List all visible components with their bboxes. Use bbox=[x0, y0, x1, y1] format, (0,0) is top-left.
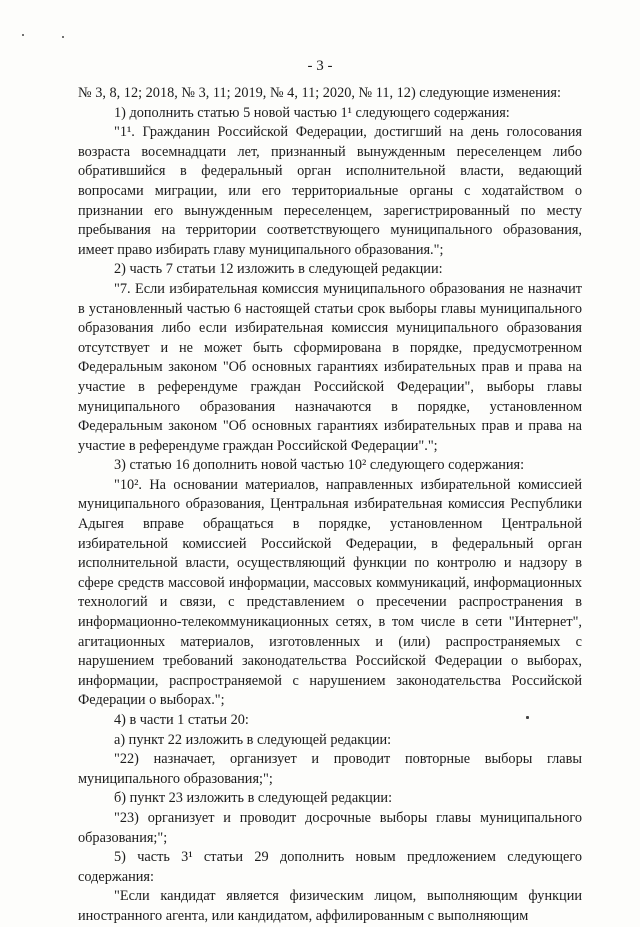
scan-speck bbox=[22, 34, 24, 36]
paragraph: 4) в части 1 статьи 20: bbox=[114, 712, 249, 728]
paragraph: "23) организует и проводит досрочные выборы главы муниципального образования;"; bbox=[78, 809, 582, 846]
paragraph: 2) часть 7 статьи 12 изложить в следующей редакции: bbox=[114, 261, 443, 278]
scan-speck bbox=[62, 36, 64, 38]
page-number: - 3 - bbox=[307, 58, 333, 74]
paragraph: 1) дополнить статью 5 новой частью 1¹ следующего содержания: bbox=[114, 104, 510, 121]
paragraph: "1¹. Гражданин Российской Федерации, достигший на день голосования возраста восемнадцати лет, признанный вынужденным переселенцем либо обратившийся в федеральный орган исполнительной власти, ведающий вопросами миграции, или его территориальные органы с ходатайством о признании его вынужденным переселенцем, зарегистрированный по месту пребывания на территории соответствующего муниципального образования, имеет право избирать главу муниципального образования."; bbox=[78, 124, 582, 258]
paragraph: 5) часть 3¹ статьи 29 дополнить новым предложением следующего содержания: bbox=[78, 849, 582, 885]
paragraph: № 3, 8, 12; 2018, № 3, 11; 2019, № 4, 11; 2020, № 11, 12) следующие изменения: bbox=[78, 85, 561, 101]
paragraph: б) пункт 23 изложить в следующей редакции: bbox=[114, 790, 393, 807]
paragraph: 3) статью 16 дополнить новой частью 10² следующего содержания: bbox=[114, 457, 525, 474]
paragraph: "22) назначает, организует и проводит повторные выборы главы муниципального образования;"; bbox=[78, 751, 582, 787]
paragraph: "Если кандидат является физическим лицом, выполняющим функции иностранного агента, или кандидатом, аффилированным с выполняющим bbox=[78, 888, 582, 924]
paragraph: "10². На основании материалов, направленных избирательной комиссией муниципального образования, Центральная избирательная комиссия Республики Адыгея вправе обращаться в порядке, установленном Центральной избирательной комиссией Российской Федерации, в федеральный орган исполнительной власти, осуществляющий функции по контролю и надзору в сфере средств массовой информации, массовых коммуникаций, информационных технологий и связи, с представлением о пресечении распространения в информационно-телекоммуникационных сетях, в том числе в сети "Интернет", агитационных материалов, изготовленных и (или) распространяемых с нарушением требований законодательства Российской Федерации о выборах, информации, распространяемой с нарушением законодательства Российской Федерации о выборах."; bbox=[78, 476, 582, 709]
document-body bbox=[78, 84, 582, 927]
paragraph: "7. Если избирательная комиссия муниципального образования не назначит в установленный частью 6 настоящей статьи срок выборы главы муниципального образования либо если избирательная комиссия муниципального образования отсутствует и не может быть сформирована в порядке, предусмотренном Федеральным законом "Об основных гарантиях избирательных прав и права на участие в референдуме граждан Российской Федерации", выборы главы муниципального образования назначаются в порядке, установленном Федеральным законом "Об основных гарантиях избирательных прав и права на участие в референдуме граждан Российской Федерации"."; bbox=[78, 280, 582, 454]
paragraph: а) пункт 22 изложить в следующей редакции: bbox=[114, 731, 392, 748]
